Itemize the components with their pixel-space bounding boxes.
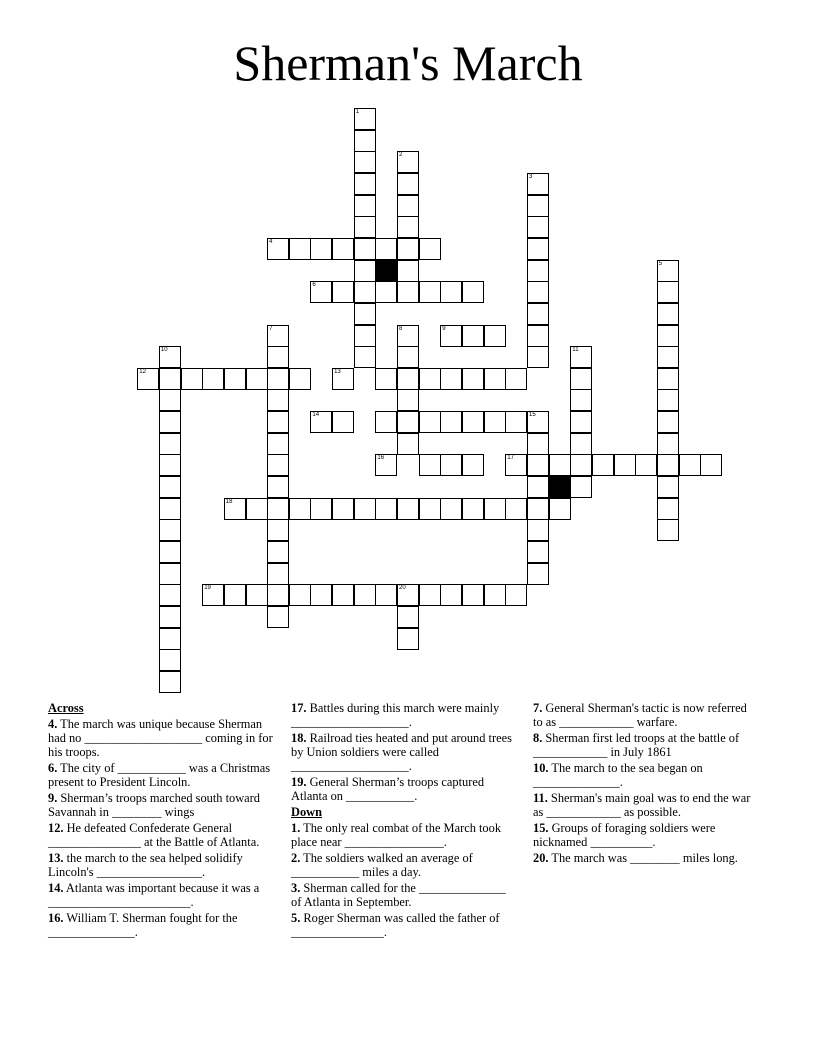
cell-number: 3 — [529, 173, 533, 180]
cell-number: 17 — [507, 455, 514, 462]
grid-cell[interactable] — [332, 368, 354, 390]
grid-cell[interactable] — [657, 368, 679, 390]
grid-cell[interactable] — [159, 476, 181, 498]
grid-cell[interactable] — [657, 498, 679, 520]
grid-cell[interactable] — [267, 433, 289, 455]
grid-cell[interactable] — [224, 498, 246, 520]
clue-across-19: 19. General Sherman’s troops captured Atlanta on ___________. — [291, 775, 485, 803]
grid-cell[interactable] — [505, 411, 527, 433]
grid-cell[interactable] — [397, 281, 419, 303]
grid-cell[interactable] — [549, 454, 571, 476]
grid-cell[interactable] — [267, 238, 289, 260]
grid-cell[interactable] — [440, 584, 462, 606]
grid-cell[interactable] — [527, 541, 549, 563]
grid-cell[interactable] — [484, 325, 506, 347]
grid-cell[interactable] — [354, 216, 376, 238]
clue-down-20: 20. The march was ________ miles long. — [533, 851, 738, 865]
grid-cell[interactable] — [527, 433, 549, 455]
grid-cell[interactable] — [354, 151, 376, 173]
grid-cell[interactable] — [375, 498, 397, 520]
grid-cell[interactable] — [289, 368, 311, 390]
cell-number: 5 — [658, 260, 663, 267]
grid-cell[interactable] — [159, 368, 181, 390]
grid-cell[interactable] — [375, 454, 397, 476]
grid-cell[interactable] — [310, 281, 332, 303]
grid-cell[interactable] — [505, 584, 527, 606]
clue-across-14: 14. Atlanta was important because it was a _______________________. — [48, 881, 260, 909]
grid-cell[interactable] — [159, 606, 181, 628]
grid-cell[interactable] — [527, 260, 549, 282]
grid-cell[interactable] — [354, 130, 376, 152]
grid-cell[interactable] — [397, 260, 419, 282]
grid-cell[interactable] — [354, 325, 376, 347]
cell-number: 11 — [572, 347, 579, 354]
grid-cell[interactable] — [679, 454, 701, 476]
grid-cell[interactable] — [375, 411, 397, 433]
clue-down-11: 11. Sherman's main goal was to end the war as ____________ as possible. — [533, 791, 751, 819]
grid-cell[interactable] — [202, 584, 224, 606]
grid-cell[interactable] — [354, 498, 376, 520]
grid-cell[interactable] — [419, 584, 441, 606]
grid-cell[interactable] — [570, 411, 592, 433]
clue-across-18: 18. Railroad ties heated and put around trees by Union soldiers were called ___________________. — [291, 731, 512, 773]
grid-cell[interactable] — [484, 498, 506, 520]
grid-block — [549, 476, 571, 498]
grid-cell[interactable] — [484, 584, 506, 606]
grid-cell[interactable] — [397, 433, 419, 455]
clue-across-4: 4. The march was unique because Sherman had no ___________________ coming in for his troops. — [48, 717, 273, 759]
grid-cell[interactable] — [267, 325, 289, 347]
grid-cell[interactable] — [267, 541, 289, 563]
cell-number: 19 — [204, 585, 211, 592]
grid-cell[interactable] — [137, 368, 159, 390]
cell-number: 7 — [269, 325, 273, 332]
grid-cell[interactable] — [332, 411, 354, 433]
grid-cell[interactable] — [527, 325, 549, 347]
grid-cell[interactable] — [267, 476, 289, 498]
grid-cell[interactable] — [527, 519, 549, 541]
grid-cell[interactable] — [657, 346, 679, 368]
grid-cell[interactable] — [267, 498, 289, 520]
grid-cell[interactable] — [657, 325, 679, 347]
grid-cell[interactable] — [527, 281, 549, 303]
grid-cell[interactable] — [397, 368, 419, 390]
clue-down-2: 2. The soldiers walked an average of ___________ miles a day. — [291, 851, 473, 879]
grid-cell[interactable] — [354, 303, 376, 325]
grid-cell[interactable] — [159, 411, 181, 433]
grid-cell[interactable] — [224, 584, 246, 606]
grid-cell[interactable] — [700, 454, 722, 476]
grid-cell[interactable] — [181, 368, 203, 390]
grid-cell[interactable] — [462, 281, 484, 303]
grid-cell[interactable] — [397, 628, 419, 650]
grid-cell[interactable] — [159, 649, 181, 671]
grid-cell[interactable] — [419, 454, 441, 476]
grid-cell[interactable] — [527, 476, 549, 498]
grid-cell[interactable] — [375, 281, 397, 303]
grid-cell[interactable] — [397, 346, 419, 368]
clues-column-1 — [48, 701, 273, 941]
grid-cell[interactable] — [462, 411, 484, 433]
cell-number: 16 — [377, 455, 385, 462]
grid-cell[interactable] — [657, 476, 679, 498]
grid-cell[interactable] — [267, 563, 289, 585]
grid-cell[interactable] — [202, 368, 224, 390]
grid-cell[interactable] — [440, 281, 462, 303]
grid-cell[interactable] — [267, 606, 289, 628]
grid-cell[interactable] — [224, 368, 246, 390]
grid-cell[interactable] — [397, 584, 419, 606]
grid-cell[interactable] — [462, 325, 484, 347]
grid-cell[interactable] — [570, 433, 592, 455]
grid-cell[interactable] — [419, 498, 441, 520]
grid-cell[interactable] — [614, 454, 636, 476]
grid-cell[interactable] — [159, 671, 181, 693]
cell-number: 20 — [399, 585, 406, 592]
grid-cell[interactable] — [354, 195, 376, 217]
grid-cell[interactable] — [267, 519, 289, 541]
grid-cell[interactable] — [440, 498, 462, 520]
grid-cell[interactable] — [159, 541, 181, 563]
grid-cell[interactable] — [310, 498, 332, 520]
cell-number: 13 — [334, 368, 341, 375]
grid-cell[interactable] — [484, 368, 506, 390]
grid-cell[interactable] — [397, 411, 419, 433]
grid-cell[interactable] — [246, 584, 268, 606]
grid-cell[interactable] — [397, 195, 419, 217]
grid-cell[interactable] — [289, 584, 311, 606]
grid-cell[interactable] — [657, 260, 679, 282]
grid-cell[interactable] — [527, 498, 549, 520]
cell-number: 4 — [269, 238, 273, 245]
grid-cell[interactable] — [354, 281, 376, 303]
across-heading: Across — [48, 701, 84, 715]
grid-cell[interactable] — [462, 584, 484, 606]
cell-number: 10 — [160, 347, 168, 354]
cell-number: 14 — [312, 412, 320, 419]
grid-cell[interactable] — [332, 238, 354, 260]
grid-cell[interactable] — [159, 498, 181, 520]
grid-cell[interactable] — [332, 498, 354, 520]
grid-cell[interactable] — [549, 498, 571, 520]
grid-cell[interactable] — [505, 454, 527, 476]
grid-cell[interactable] — [375, 238, 397, 260]
grid-cell[interactable] — [505, 368, 527, 390]
grid-cell[interactable] — [419, 238, 441, 260]
grid-cell[interactable] — [289, 498, 311, 520]
grid-cell[interactable] — [354, 173, 376, 195]
grid-cell[interactable] — [397, 325, 419, 347]
down-heading: Down — [291, 805, 322, 819]
clues-column-3 — [533, 701, 758, 867]
cell-number: 15 — [529, 412, 536, 419]
clue-across-13: 13. the march to the sea helped solidify Lincoln's _________________. — [48, 851, 243, 879]
grid-cell[interactable] — [354, 346, 376, 368]
cell-number: 9 — [442, 325, 446, 332]
grid-cell[interactable] — [159, 563, 181, 585]
grid-cell[interactable] — [419, 411, 441, 433]
grid-cell[interactable] — [397, 389, 419, 411]
grid-cell[interactable] — [635, 454, 657, 476]
page-title: Sherman's March — [233, 35, 583, 91]
grid-cell[interactable] — [527, 454, 549, 476]
grid-cell[interactable] — [657, 433, 679, 455]
grid-cell[interactable] — [159, 454, 181, 476]
grid-cell[interactable] — [657, 389, 679, 411]
grid-cell[interactable] — [527, 238, 549, 260]
clues-column-2 — [291, 701, 516, 941]
cell-number: 6 — [312, 282, 316, 289]
grid-cell[interactable] — [354, 260, 376, 282]
grid-cell[interactable] — [397, 606, 419, 628]
grid-cell[interactable] — [159, 389, 181, 411]
grid-cell[interactable] — [462, 454, 484, 476]
cell-number: 18 — [225, 498, 233, 505]
clue-down-8: 8. Sherman first led troops at the battle of ____________ in July 1861 — [533, 731, 740, 759]
grid-cell[interactable] — [375, 368, 397, 390]
grid-cell[interactable] — [159, 584, 181, 606]
grid-cell[interactable] — [332, 584, 354, 606]
grid-cell[interactable] — [159, 628, 181, 650]
clue-across-12: 12. He defeated Confederate General _______________ at the Battle of Atlanta. — [48, 821, 260, 849]
grid-cell[interactable] — [354, 238, 376, 260]
cell-number: 8 — [399, 325, 403, 332]
grid-cell[interactable] — [267, 389, 289, 411]
clue-across-16: 16. William T. Sherman fought for the ______________. — [48, 911, 238, 939]
clue-across-9: 9. Sherman’s troops marched south toward Savannah in ________ wings — [48, 791, 260, 819]
grid-cell[interactable] — [397, 216, 419, 238]
grid-cell[interactable] — [397, 498, 419, 520]
grid-cell[interactable] — [397, 173, 419, 195]
grid-cell[interactable] — [440, 325, 462, 347]
grid-cell[interactable] — [592, 454, 614, 476]
grid-cell[interactable] — [657, 411, 679, 433]
clue-down-5: 5. Roger Sherman was called the father of _______________. — [291, 911, 500, 939]
clue-down-1: 1. The only real combat of the March took place near ________________. — [291, 821, 502, 849]
clue-across-17: 17. Battles during this march were mainly ___________________. — [291, 701, 500, 729]
clue-across-6: 6. The city of ___________ was a Christmas present to President Lincoln. — [48, 761, 271, 789]
grid-cell[interactable] — [419, 368, 441, 390]
grid-cell[interactable] — [440, 411, 462, 433]
grid-cell[interactable] — [332, 281, 354, 303]
grid-cell[interactable] — [462, 498, 484, 520]
grid-cell[interactable] — [246, 368, 268, 390]
grid-cell[interactable] — [354, 108, 376, 130]
grid-cell[interactable] — [505, 498, 527, 520]
grid-cell[interactable] — [310, 584, 332, 606]
grid-cell[interactable] — [484, 411, 506, 433]
grid-cell[interactable] — [527, 195, 549, 217]
clue-down-3: 3. Sherman called for the ______________ of Atlanta in September. — [291, 881, 506, 909]
grid-cell[interactable] — [570, 389, 592, 411]
grid-cell[interactable] — [527, 563, 549, 585]
grid-cell[interactable] — [657, 454, 679, 476]
grid-cell[interactable] — [246, 498, 268, 520]
grid-cell[interactable] — [267, 346, 289, 368]
cell-number: 2 — [399, 152, 403, 159]
grid-cell[interactable] — [159, 346, 181, 368]
clue-down-10: 10. The march to the sea began on ______________. — [533, 761, 703, 789]
grid-cell[interactable] — [527, 173, 549, 195]
grid-cell[interactable] — [462, 368, 484, 390]
grid-cell[interactable] — [527, 411, 549, 433]
grid-cell[interactable] — [159, 519, 181, 541]
grid-cell[interactable] — [570, 346, 592, 368]
grid-cell[interactable] — [440, 368, 462, 390]
grid-cell[interactable] — [527, 346, 549, 368]
grid-cell[interactable] — [397, 238, 419, 260]
grid-cell[interactable] — [657, 281, 679, 303]
grid-cell[interactable] — [375, 584, 397, 606]
grid-cell[interactable] — [570, 454, 592, 476]
grid-block — [375, 260, 397, 282]
grid-cell[interactable] — [419, 281, 441, 303]
grid-cell[interactable] — [570, 368, 592, 390]
grid-cell[interactable] — [310, 411, 332, 433]
grid-cell[interactable] — [440, 454, 462, 476]
cell-number: 12 — [139, 368, 146, 375]
grid-cell[interactable] — [267, 411, 289, 433]
grid-cell[interactable] — [657, 303, 679, 325]
grid-cell[interactable] — [570, 476, 592, 498]
grid-cell[interactable] — [159, 433, 181, 455]
grid-cell[interactable] — [267, 454, 289, 476]
grid-cell[interactable] — [289, 238, 311, 260]
grid-cell[interactable] — [527, 216, 549, 238]
grid-cell[interactable] — [267, 368, 289, 390]
grid-cell[interactable] — [397, 151, 419, 173]
clue-down-7: 7. General Sherman's tactic is now referred to as ____________ warfare. — [533, 701, 747, 729]
clue-down-15: 15. Groups of foraging soldiers were nicknamed __________. — [533, 821, 716, 849]
grid-cell[interactable] — [310, 238, 332, 260]
cell-number: 1 — [355, 109, 360, 115]
grid-cell[interactable] — [267, 584, 289, 606]
grid-cell[interactable] — [527, 303, 549, 325]
grid-cell[interactable] — [657, 519, 679, 541]
grid-cell[interactable] — [354, 584, 376, 606]
